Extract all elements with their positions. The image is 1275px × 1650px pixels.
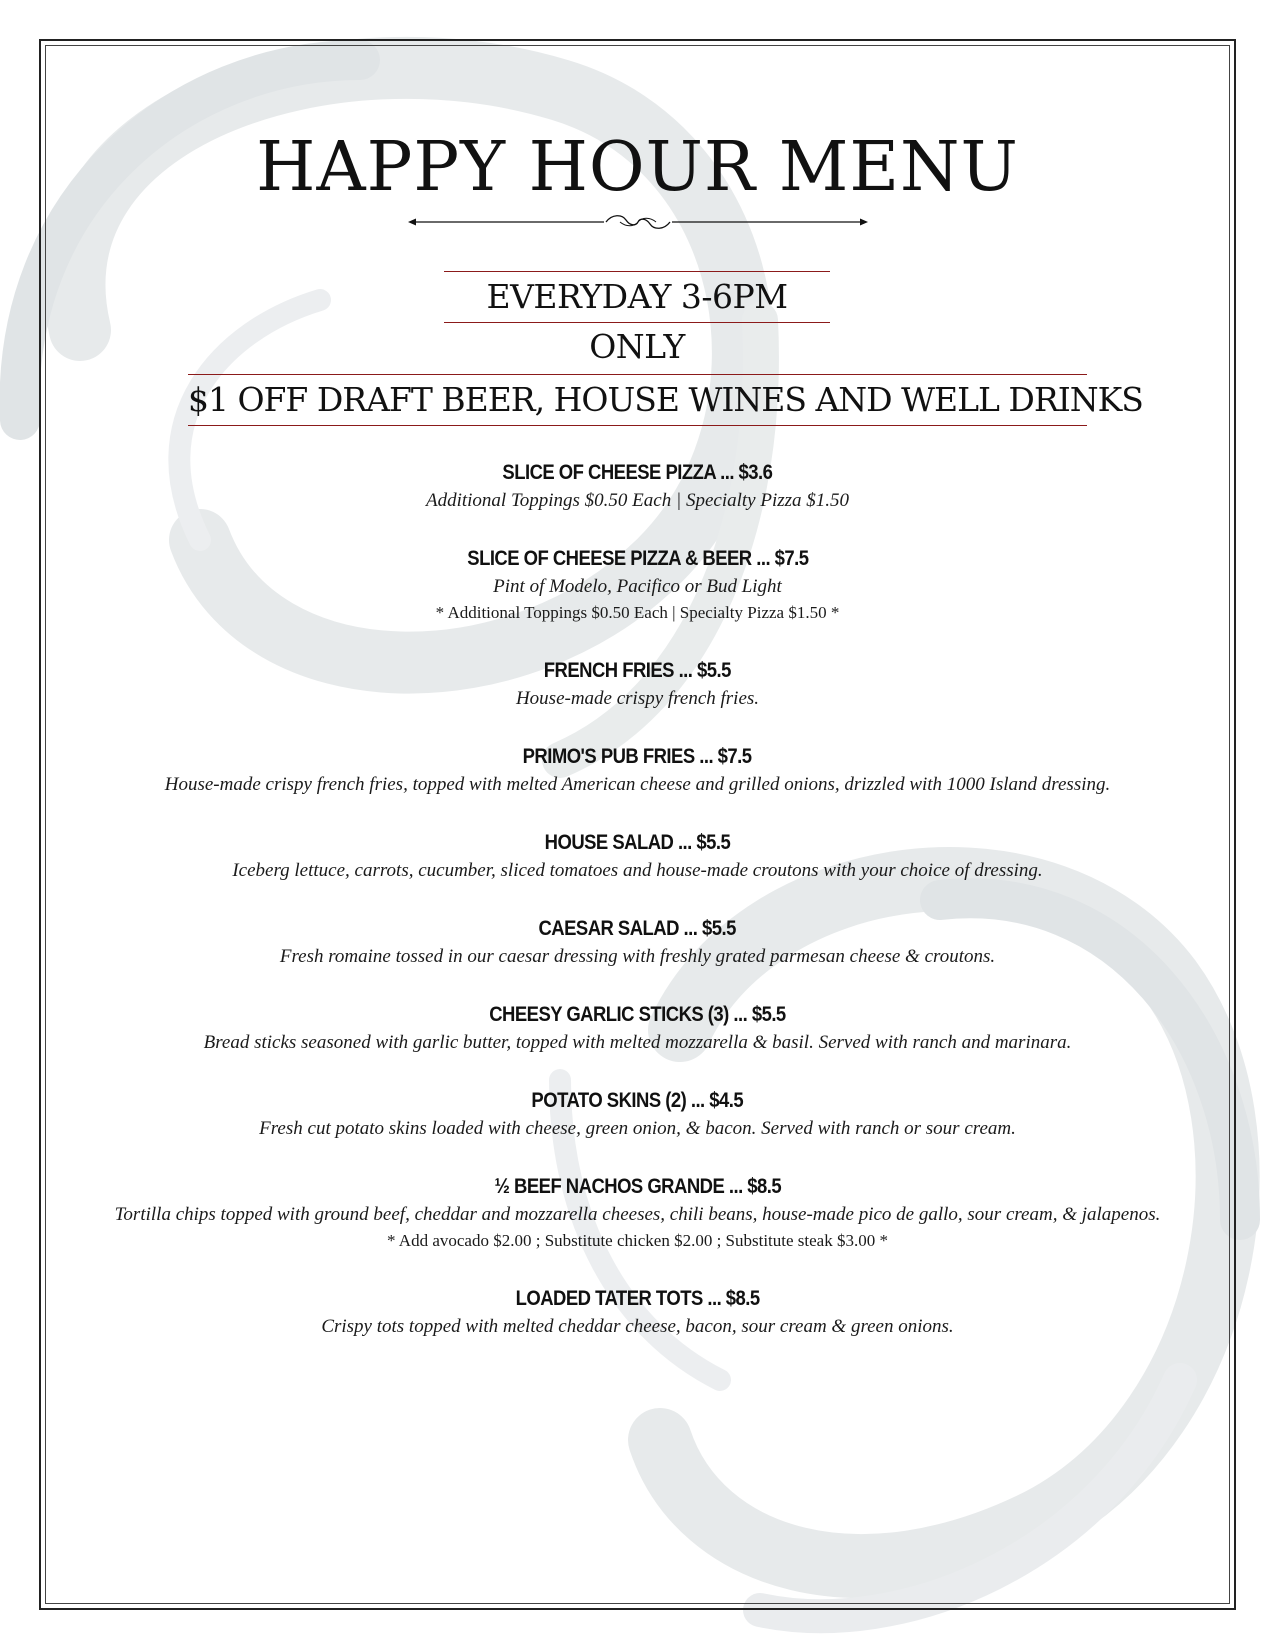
item-description: House-made crispy french fries, topped with melted American cheese and grilled onions, drizzled with 1000 Island dressing. — [164, 774, 1111, 795]
item-name: LOADED TATER TOTS ... $8.5 — [515, 1287, 760, 1310]
happy-hour-times: EVERYDAY 3-6PM ONLY — [444, 271, 830, 323]
menu-item — [60, 828, 1215, 884]
menu-item — [60, 1086, 1215, 1142]
item-note: * Add avocado $2.00 ; Substitute chicken $2.00 ; Substitute steak $3.00 * — [387, 1231, 888, 1250]
menu-item — [60, 1000, 1215, 1056]
item-name: CHEESY GARLIC STICKS (3) ... $5.5 — [489, 1003, 786, 1026]
menu-item — [60, 1284, 1215, 1340]
menu-item — [60, 458, 1215, 514]
item-description: Iceberg lettuce, carrots, cucumber, sliced tomatoes and house-made croutons with your choice of dressing. — [232, 860, 1043, 881]
item-name: FRENCH FRIES ... $5.5 — [543, 659, 732, 682]
item-note: * Additional Toppings $0.50 Each | Specialty Pizza $1.50 * — [435, 603, 840, 622]
item-name: POTATO SKINS (2) ... $4.5 — [531, 1089, 744, 1112]
item-name: HOUSE SALAD ... $5.5 — [544, 831, 731, 854]
item-name: CAESAR SALAD ... $5.5 — [538, 917, 737, 940]
item-description: Pint of Modelo, Pacifico or Bud Light — [493, 576, 782, 597]
drink-promo: $1 OFF DRAFT BEER, HOUSE WINES AND WELL DRINKS — [188, 374, 1087, 426]
item-description: Fresh romaine tossed in our caesar dressing with freshly grated parmesan cheese & croutons. — [279, 946, 996, 967]
ornamental-flourish-icon — [408, 212, 868, 232]
item-description: Additional Toppings $0.50 Each | Specialty Pizza $1.50 — [425, 490, 850, 511]
item-name: ½ BEEF NACHOS GRANDE ... $8.5 — [494, 1175, 781, 1198]
menu-item — [60, 656, 1215, 712]
item-description: Tortilla chips topped with ground beef, cheddar and mozzarella cheeses, chili beans, house-made pico de gallo, sour cream, & jalapenos. — [114, 1204, 1161, 1225]
item-name: SLICE OF CHEESE PIZZA & BEER ... $7.5 — [466, 547, 809, 570]
item-description: Crispy tots topped with melted cheddar cheese, bacon, sour cream & green onions. — [321, 1316, 954, 1337]
item-name: SLICE OF CHEESE PIZZA ... $3.6 — [502, 461, 773, 484]
menu-item — [60, 914, 1215, 970]
item-description: Fresh cut potato skins loaded with cheese, green onion, & bacon. Served with ranch or sour cream. — [259, 1118, 1016, 1139]
menu-item — [60, 742, 1215, 798]
menu-items-list — [60, 458, 1215, 1370]
menu-item — [60, 544, 1215, 626]
menu-item — [60, 1172, 1215, 1254]
item-description: Bread sticks seasoned with garlic butter, topped with melted mozzarella & basil. Served with ranch and marinara. — [203, 1032, 1072, 1053]
menu-title: HAPPY HOUR MENU — [256, 128, 1019, 207]
item-description: House-made crispy french fries. — [515, 688, 760, 709]
item-name: PRIMO'S PUB FRIES ... $7.5 — [523, 745, 752, 768]
